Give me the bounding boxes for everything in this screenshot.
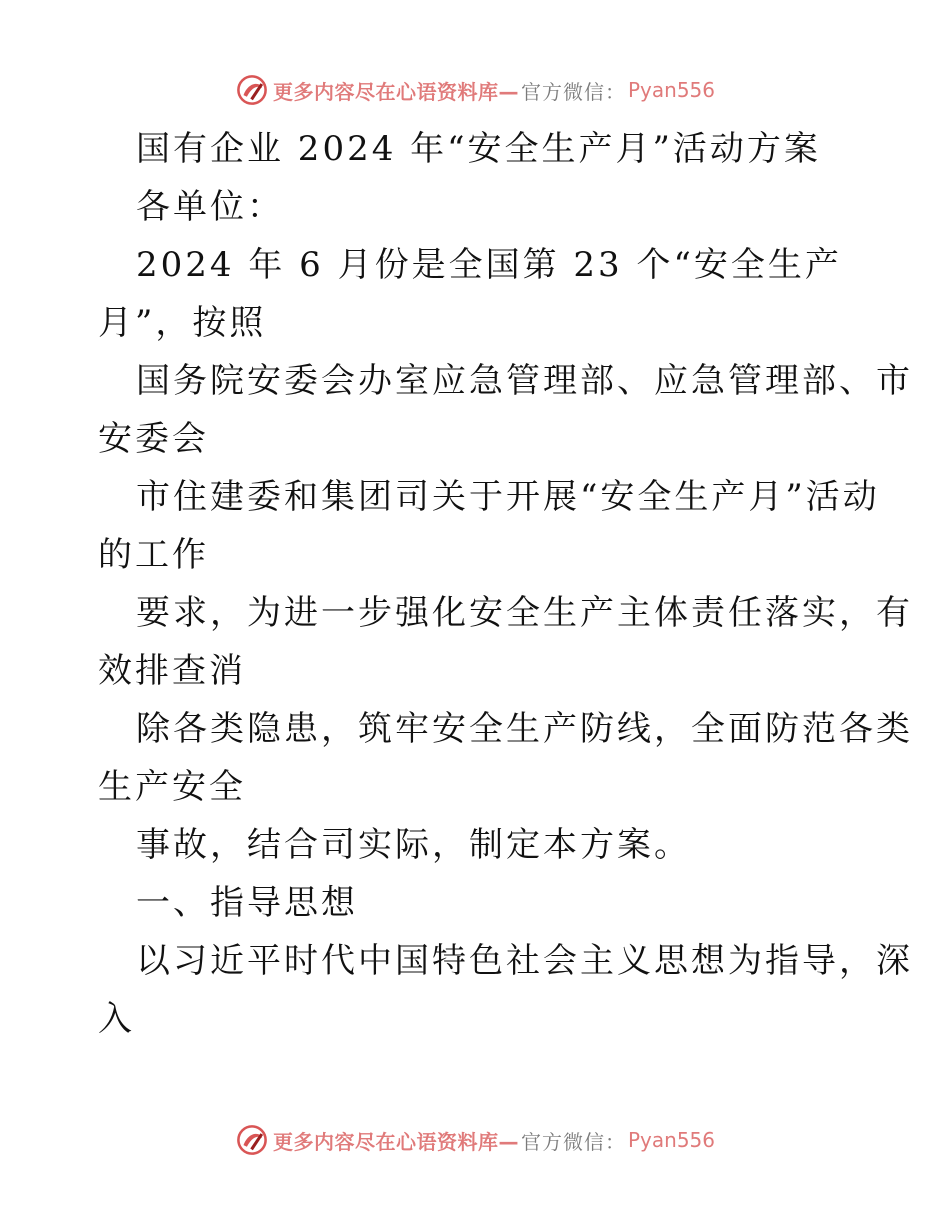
document-line: 要求，为进一步强化安全生产主体责任落实，有 (136, 593, 913, 633)
banner-wechat-label: 官方微信： (520, 1129, 626, 1154)
document-paragraphs (98, 236, 913, 1048)
document-line: 效排查消 (98, 651, 246, 691)
header-banner (0, 70, 950, 110)
banner-wechat-id: Pyan556 (627, 78, 715, 102)
document-line: 市住建委和集团司关于开展“安全生产月”活动 (136, 477, 880, 517)
banner-wechat-id: Pyan556 (627, 1128, 715, 1152)
document-line: 国务院安委会办室应急管理部、应急管理部、市 (136, 361, 913, 401)
document-line: 以习近平时代中国特色社会主义思想为指导，深 (136, 941, 913, 981)
document-line: 事故，结合司实际，制定本方案。 (136, 825, 691, 865)
document-body (98, 120, 913, 1048)
document-salutation: 各单位： (136, 187, 284, 227)
document-line: 一、指导思想 (136, 883, 358, 923)
document-line: 生产安全 (98, 767, 246, 807)
document-title: 国有企业 2024 年“安全生产月”活动方案 (136, 129, 821, 169)
banner-wechat-label: 官方微信： (520, 79, 626, 104)
document-line: 的工作 (98, 535, 209, 575)
footer-banner (0, 1120, 950, 1160)
banner-text: 更多内容尽在心语资料库— (272, 79, 519, 104)
document-line: 2024 年 6 月份是全国第 23 个“安全生产 (136, 245, 842, 285)
document-line: 除各类隐患，筑牢安全生产防线，全面防范各类 (136, 709, 913, 749)
document-line: 月”，按照 (98, 303, 267, 343)
document-line: 安委会 (98, 419, 209, 459)
swirl-pen-logo-icon (235, 73, 269, 107)
document-line: 入 (98, 999, 135, 1039)
banner-text: 更多内容尽在心语资料库— (272, 1129, 519, 1154)
swirl-pen-logo-icon (235, 1123, 269, 1157)
